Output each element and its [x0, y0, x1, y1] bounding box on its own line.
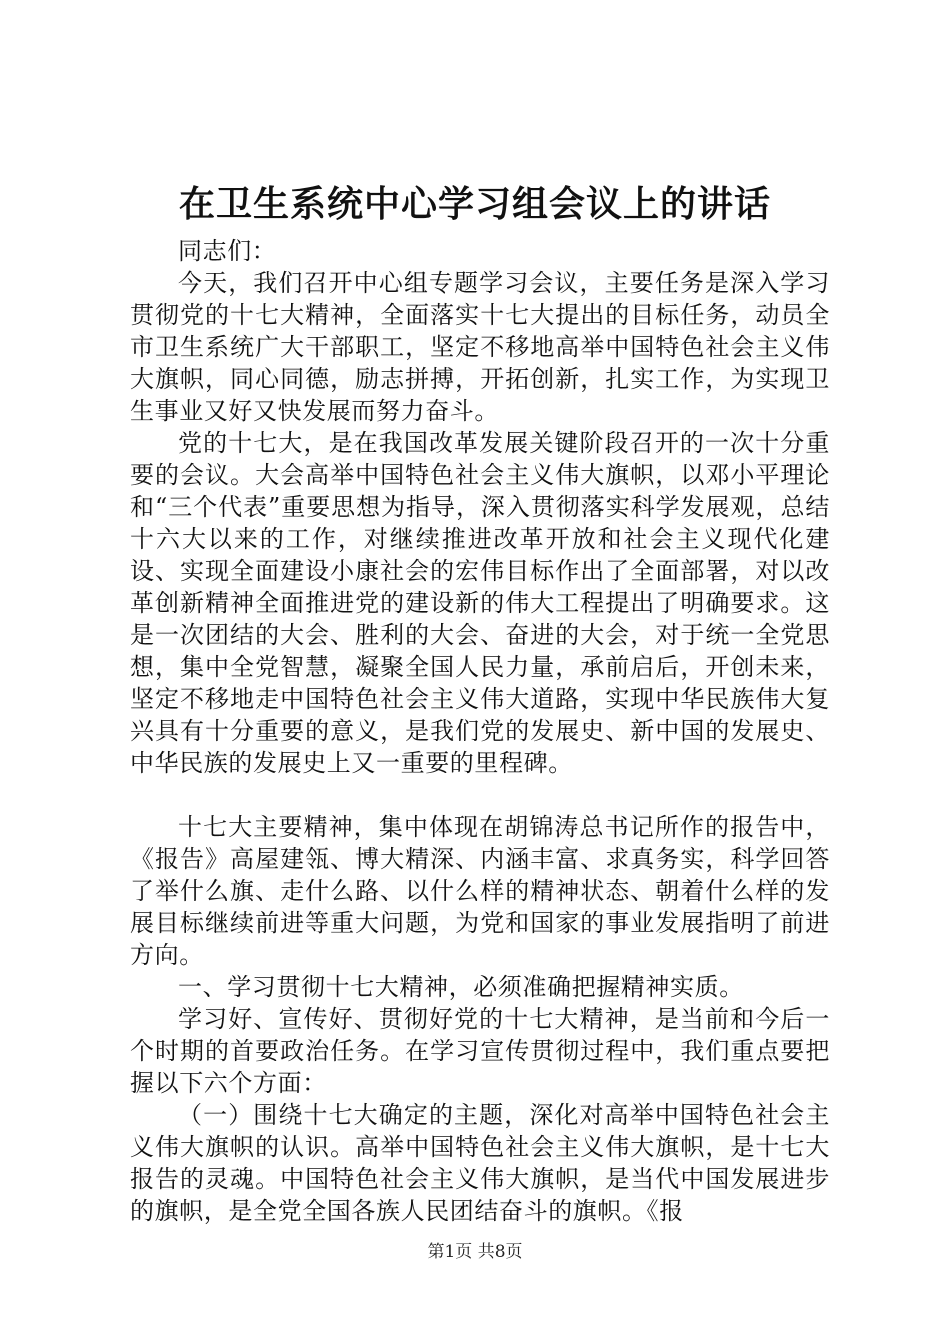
document-body — [130, 235, 830, 1227]
page-number-footer: 第1页 共8页 — [427, 1242, 523, 1262]
salutation-paragraph: 同志们： — [178, 237, 277, 265]
body-paragraph: 学习好、宣传好、贯彻好党的十七大精神，是当前和今后一个时期的首要政治任务。在学习宣传贯彻过程中，我们重点要把握以下六个方面： — [130, 1005, 830, 1097]
section-heading: 一、学习贯彻十七大精神，必须准确把握精神实质。 — [178, 973, 744, 1001]
body-paragraph: （一）围绕十七大确定的主题，深化对高举中国特色社会主义伟大旗帜的认识。高举中国特色社会主义伟大旗帜，是十七大报告的灵魂。中国特色社会主义伟大旗帜，是当代中国发展进步的旗帜，是全党全国各族人民团结奋斗的旗帜。《报 — [130, 1101, 830, 1225]
body-paragraph: 十七大主要精神，集中体现在胡锦涛总书记所作的报告中，《报告》高屋建瓴、博大精深、内涵丰富、求真务实，科学回答了举什么旗、走什么路、以什么样的精神状态、朝着什么样的发展目标继续前进等重大问题，为党和国家的事业发展指明了前进方向。 — [130, 813, 830, 969]
body-paragraph: 今天，我们召开中心组专题学习会议，主要任务是深入学习贯彻党的十七大精神，全面落实十七大提出的目标任务，动员全市卫生系统广大干部职工，坚定不移地高举中国特色社会主义伟大旗帜，同心同德，励志拼搏，开拓创新，扎实工作，为实现卫生事业又好又快发展而努力奋斗。 — [130, 269, 830, 425]
document-title: 在卫生系统中心学习组会议上的讲话 — [178, 183, 771, 225]
body-paragraph: 党的十七大，是在我国改革发展关键阶段召开的一次十分重要的会议。大会高举中国特色社会主义伟大旗帜，以邓小平理论和“三个代表”重要思想为指导，深入贯彻落实科学发展观，总结十六大以来的工作，对继续推进改革开放和社会主义现代化建设、实现全面建设小康社会的宏伟目标作出了全面部署，对以改革创新精神全面推进党的建设新的伟大工程提出了明确要求。这是一次团结的大会、胜利的大会、奋进的大会，对于统一全党思想，集中全党智慧，凝聚全国人民力量，承前启后，开创未来，坚定不移地走中国特色社会主义伟大道路，实现中华民族伟大复兴具有十分重要的意义，是我们党的发展史、新中国的发展史、中华民族的发展史上又一重要的里程碑。 — [130, 429, 830, 777]
